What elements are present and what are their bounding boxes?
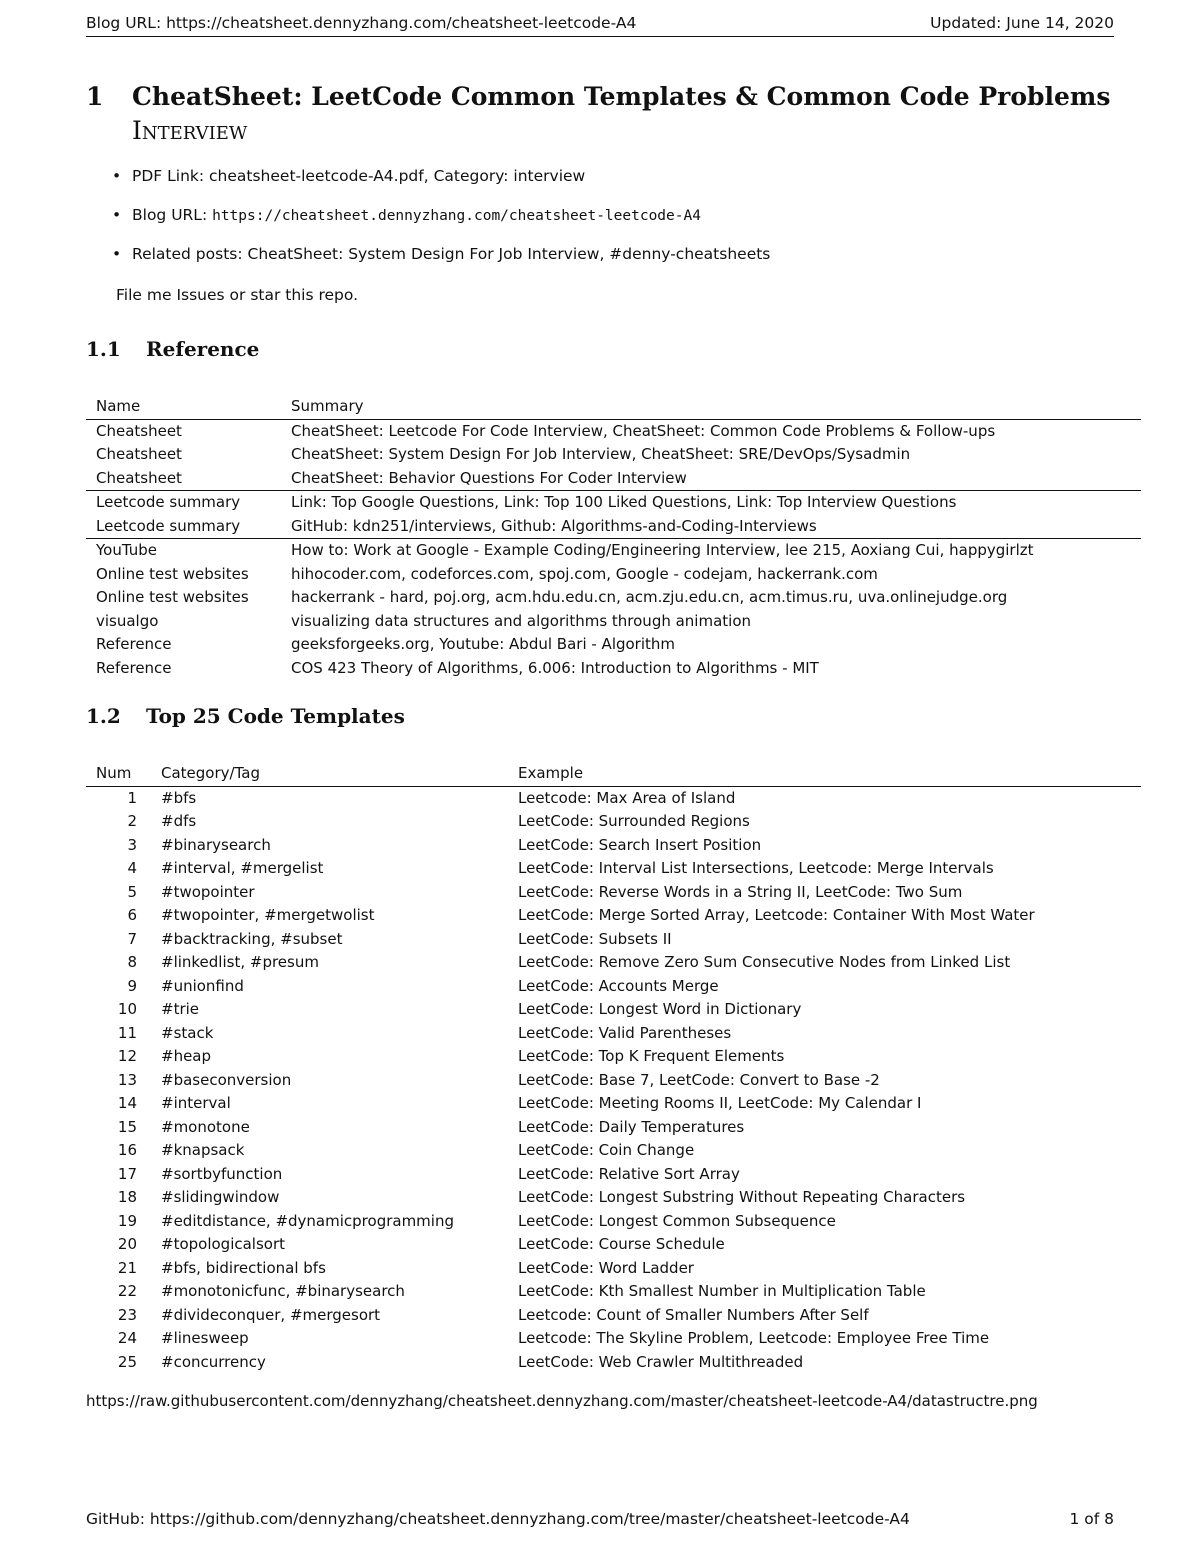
template-num-cell: 18 — [117, 1188, 137, 1206]
header-updated-date: Updated: June 14, 2020 — [930, 14, 1114, 32]
template-num-cell: 17 — [117, 1164, 137, 1183]
bullet-label: PDF Link: — [132, 167, 210, 185]
reference-summary-cell[interactable]: CheatSheet: System Design For Job Interview, CheatSheet: SRE/DevOps/Sysadmin — [291, 445, 911, 463]
table-row — [86, 1116, 1141, 1140]
template-num-cell: 4 — [127, 859, 137, 877]
template-example-cell[interactable]: LeetCode: Longest Common Subsequence — [518, 1211, 836, 1230]
reference-summary-cell[interactable]: geeksforgeeks.org, Youtube: Abdul Bari - Algorithm — [291, 635, 676, 653]
template-tag-cell: #monotone — [161, 1117, 250, 1136]
template-tag-cell: #concurrency — [161, 1352, 266, 1371]
template-num-cell: 14 — [117, 1094, 137, 1112]
table-row — [86, 928, 1141, 952]
subsection-templates-title — [86, 704, 405, 728]
table-row — [86, 1022, 1141, 1046]
issues-link[interactable]: Issues — [176, 286, 225, 304]
table-row — [86, 998, 1141, 1022]
reference-name-cell: visualgo — [96, 611, 159, 630]
column-header: Summary — [281, 395, 1141, 419]
section-title-category: Interview — [132, 116, 248, 145]
section-title — [86, 80, 1116, 148]
template-num-cell: 21 — [117, 1258, 137, 1277]
template-example-cell[interactable]: LeetCode: Reverse Words in a String II, LeetCode: Two Sum — [518, 882, 963, 901]
template-example-cell[interactable]: LeetCode: Merge Sorted Array, Leetcode: Container With Most Water — [518, 906, 1035, 924]
template-example-cell[interactable]: LeetCode: Meeting Rooms II, LeetCode: My Calendar I — [518, 1094, 922, 1112]
template-tag-cell: #trie — [161, 1000, 200, 1018]
template-num-cell: 7 — [127, 929, 137, 948]
template-num-cell: 6 — [127, 906, 137, 924]
template-example-cell[interactable]: LeetCode: Base 7, LeetCode: Convert to Base -2 — [518, 1070, 880, 1089]
bullet-related-posts — [112, 242, 1112, 281]
bullet-label: Related posts: — [132, 245, 248, 263]
bullet-label: Blog URL: — [132, 206, 213, 224]
table-row — [86, 881, 1141, 905]
template-num-cell: 5 — [127, 882, 137, 901]
table-row — [86, 515, 1141, 539]
info-bullet-list — [112, 164, 1112, 281]
reference-name-cell: Online test websites — [96, 564, 249, 583]
template-example-cell[interactable]: LeetCode: Coin Change — [518, 1141, 695, 1159]
file-issues-paragraph — [116, 286, 358, 304]
bullet-icon: • — [112, 206, 122, 224]
table-row — [86, 975, 1141, 999]
template-num-cell: 12 — [117, 1047, 137, 1065]
template-tag-cell: #divideconquer, #mergesort — [161, 1305, 381, 1324]
table-row — [86, 633, 1141, 657]
template-example-cell[interactable]: LeetCode: Accounts Merge — [518, 976, 719, 995]
paragraph-text: or star — [224, 286, 286, 304]
table-row — [86, 1092, 1141, 1116]
table-row — [86, 657, 1141, 681]
blog-url-link[interactable]: https://cheatsheet.dennyzhang.com/cheatsheet-leetcode-A4 — [212, 208, 701, 224]
template-example-cell[interactable]: LeetCode: Surrounded Regions — [518, 812, 750, 830]
template-num-cell: 15 — [117, 1117, 137, 1136]
table-row — [86, 1139, 1141, 1163]
table-row — [86, 419, 1141, 443]
datastructure-image-url[interactable]: https://raw.githubusercontent.com/dennyzhang/cheatsheet.dennyzhang.com/master/cheatsheet-leetcode-A4/datastructre.png — [86, 1392, 1038, 1410]
reference-summary-cell[interactable]: GitHub: kdn251/interviews, Github: Algorithms-and-Coding-Interviews — [291, 516, 817, 535]
reference-name-cell: YouTube — [86, 539, 281, 563]
template-example-cell[interactable]: LeetCode: Remove Zero Sum Consecutive Nodes from Linked List — [518, 953, 1011, 971]
reference-name-cell: Cheatsheet — [96, 445, 182, 463]
template-num-cell: 1 — [127, 788, 137, 807]
bullet-label: , — [599, 245, 610, 263]
table-row — [86, 1069, 1141, 1093]
template-example-cell[interactable]: Leetcode: Max Area of Island — [518, 788, 736, 807]
subsection-number: 1.1 — [86, 337, 121, 361]
table-row — [86, 857, 1141, 881]
template-num-cell: 23 — [117, 1305, 137, 1324]
table-header-row — [86, 395, 1141, 419]
template-tag-cell: #interval, #mergelist — [161, 859, 324, 877]
table-row — [86, 786, 1141, 810]
template-tag-cell: #editdistance, #dynamicprogramming — [161, 1211, 454, 1230]
template-example-cell[interactable]: LeetCode: Subsets II — [518, 929, 672, 948]
template-tag-cell: #sortbyfunction — [161, 1164, 283, 1183]
template-tag-cell: #twopointer — [161, 882, 255, 901]
subsection-title-text: Top 25 Code Templates — [146, 704, 405, 728]
template-tag-cell: #linesweep — [161, 1329, 249, 1347]
footer-github-url[interactable]: GitHub: https://github.com/dennyzhang/cheatsheet.dennyzhang.com/tree/master/cheatsheet-leetcode-A4 — [86, 1510, 910, 1528]
template-num-cell: 19 — [117, 1211, 137, 1230]
reference-summary-cell[interactable]: How to: Work at Google - Example Coding/Engineering Interview, lee 215, Aoxiang Cui, happygirlzt — [281, 539, 1141, 563]
template-example-cell[interactable]: LeetCode: Top K Frequent Elements — [518, 1047, 785, 1065]
template-num-cell: 16 — [117, 1141, 137, 1159]
reference-summary-cell[interactable]: hackerrank - hard, poj.org, acm.hdu.edu.cn, acm.zju.edu.cn, acm.timus.ru, uva.onlinejudge.org — [291, 588, 1008, 606]
template-tag-cell: #binarysearch — [161, 835, 271, 854]
table-row — [86, 467, 1141, 491]
template-num-cell: 3 — [127, 835, 137, 854]
section-title-text: CheatSheet: LeetCode Common Templates & Common Code Problems — [132, 82, 1111, 111]
reference-summary-cell[interactable]: visualizing data structures and algorithms through animation — [291, 611, 752, 630]
reference-summary-cell[interactable]: CheatSheet: Leetcode For Code Interview, CheatSheet: Common Code Problems & Follow-ups — [291, 421, 996, 440]
template-num-cell: 8 — [127, 953, 137, 971]
table-row — [86, 1233, 1141, 1257]
template-example-cell[interactable]: LeetCode: Relative Sort Array — [518, 1164, 740, 1183]
table-row — [86, 810, 1141, 834]
template-tag-cell: #topologicalsort — [161, 1235, 286, 1253]
template-example-cell[interactable]: LeetCode: Web Crawler Multithreaded — [518, 1352, 804, 1371]
category-link[interactable]: interview — [513, 167, 586, 185]
table-row — [86, 1163, 1141, 1187]
table-row — [86, 1280, 1141, 1304]
template-example-cell[interactable]: LeetCode: Valid Parentheses — [518, 1023, 732, 1042]
template-example-cell[interactable]: LeetCode: Course Schedule — [518, 1235, 725, 1253]
table-row — [86, 904, 1141, 928]
template-num-cell: 25 — [117, 1352, 137, 1371]
reference-name-cell: Leetcode summary — [96, 516, 241, 535]
template-tag-cell: #unionfind — [161, 976, 244, 995]
template-num-cell: 2 — [127, 812, 137, 830]
reference-name-cell: Cheatsheet — [96, 421, 182, 440]
table-row — [86, 1257, 1141, 1281]
table-row — [86, 1351, 1141, 1375]
template-example-cell[interactable]: LeetCode: Interval List Intersections, Leetcode: Merge Intervals — [518, 859, 994, 877]
paragraph-text: . — [353, 286, 359, 304]
template-num-cell: 10 — [117, 1000, 137, 1018]
reference-table — [86, 395, 1141, 680]
template-tag-cell: #linkedlist, #presum — [161, 953, 319, 971]
template-example-cell[interactable]: Leetcode: Count of Smaller Numbers After Self — [518, 1305, 869, 1324]
template-num-cell: 24 — [117, 1329, 137, 1347]
template-example-cell[interactable]: LeetCode: Search Insert Position — [518, 835, 762, 854]
template-tag-cell: #bfs, bidirectional bfs — [161, 1258, 326, 1277]
column-header: Example — [508, 762, 1141, 786]
table-row — [86, 491, 1141, 515]
running-footer — [86, 1510, 1114, 1528]
reference-summary-cell[interactable]: CheatSheet: Behavior Questions For Coder Interview — [291, 468, 687, 487]
table-row — [86, 1210, 1141, 1234]
related-post-link[interactable]: #denny-cheatsheets — [609, 245, 771, 263]
template-example-cell[interactable]: LeetCode: Longest Substring Without Repeating Characters — [518, 1188, 966, 1206]
template-tag-cell: #baseconversion — [161, 1070, 292, 1089]
pdf-link[interactable]: cheatsheet-leetcode-A4.pdf — [209, 167, 424, 185]
table-row — [86, 1045, 1141, 1069]
template-example-cell[interactable]: LeetCode: Daily Temperatures — [518, 1117, 745, 1136]
template-tag-cell: #interval — [161, 1094, 231, 1112]
template-num-cell: 20 — [117, 1235, 137, 1253]
subsection-title-text: Reference — [146, 337, 260, 361]
table-row — [86, 834, 1141, 858]
column-header: Num — [86, 762, 151, 786]
table-row — [86, 1186, 1141, 1210]
template-tag-cell: #knapsack — [161, 1141, 245, 1159]
bullet-icon: • — [112, 167, 122, 185]
template-tag-cell: #twopointer, #mergetwolist — [161, 906, 375, 924]
bullet-pdf-link — [112, 164, 1112, 203]
table-row — [86, 951, 1141, 975]
template-tag-cell: #monotonicfunc, #binarysearch — [161, 1282, 405, 1300]
column-header: Name — [86, 395, 281, 419]
template-tag-cell: #bfs — [161, 788, 197, 807]
subsection-number: 1.2 — [86, 704, 121, 728]
running-header — [86, 10, 1114, 37]
table-row — [86, 1304, 1141, 1328]
related-post-link[interactable]: CheatSheet: System Design For Job Interview — [247, 245, 600, 263]
template-num-cell: 9 — [127, 976, 137, 995]
table-row — [86, 563, 1141, 587]
template-num-cell: 22 — [117, 1282, 137, 1300]
reference-name-cell: Cheatsheet — [96, 468, 182, 487]
paragraph-text: File me — [116, 286, 177, 304]
reference-name-cell: Reference — [96, 658, 172, 677]
template-example-cell[interactable]: LeetCode: Kth Smallest Number in Multiplication Table — [518, 1282, 926, 1300]
bullet-blog-url — [112, 203, 1112, 242]
reference-summary-cell[interactable]: hihocoder.com, codeforces.com, spoj.com, Google - codejam, hackerrank.com — [291, 564, 878, 583]
bullet-label: , Category: — [423, 167, 514, 185]
reference-name-cell: Leetcode summary — [86, 491, 281, 515]
templates-table — [86, 762, 1141, 1374]
template-tag-cell: #stack — [161, 1023, 214, 1042]
reference-name-cell: Online test websites — [96, 588, 249, 606]
template-example-cell[interactable]: LeetCode: Word Ladder — [518, 1258, 694, 1277]
column-header: Category/Tag — [151, 762, 508, 786]
template-tag-cell: #heap — [161, 1047, 212, 1065]
reference-summary-cell[interactable]: Link: Top Google Questions, Link: Top 100 Liked Questions, Link: Top Interview Questions — [281, 491, 1141, 515]
template-tag-cell: #slidingwindow — [161, 1188, 280, 1206]
template-example-cell[interactable]: LeetCode: Longest Word in Dictionary — [518, 1000, 802, 1018]
table-row — [86, 586, 1141, 610]
repo-link[interactable]: this repo — [285, 286, 354, 304]
reference-name-cell: Reference — [96, 635, 172, 653]
header-blog-url[interactable]: Blog URL: https://cheatsheet.dennyzhang.com/cheatsheet-leetcode-A4 — [86, 14, 637, 32]
template-tag-cell: #backtracking, #subset — [161, 929, 343, 948]
page-number: 1 of 8 — [1069, 1510, 1114, 1528]
reference-summary-cell[interactable]: COS 423 Theory of Algorithms, 6.006: Introduction to Algorithms - MIT — [291, 658, 819, 677]
table-header-row — [86, 762, 1141, 786]
subsection-reference-title — [86, 337, 259, 361]
template-num-cell: 13 — [117, 1070, 137, 1089]
table-row — [86, 610, 1141, 634]
table-row — [86, 539, 1141, 563]
section-number: 1 — [86, 82, 104, 111]
bullet-icon: • — [112, 245, 122, 263]
template-num-cell: 11 — [117, 1023, 137, 1042]
template-example-cell[interactable]: Leetcode: The Skyline Problem, Leetcode: Employee Free Time — [518, 1329, 990, 1347]
template-tag-cell: #dfs — [161, 812, 197, 830]
table-row — [86, 443, 1141, 467]
table-row — [86, 1327, 1141, 1351]
